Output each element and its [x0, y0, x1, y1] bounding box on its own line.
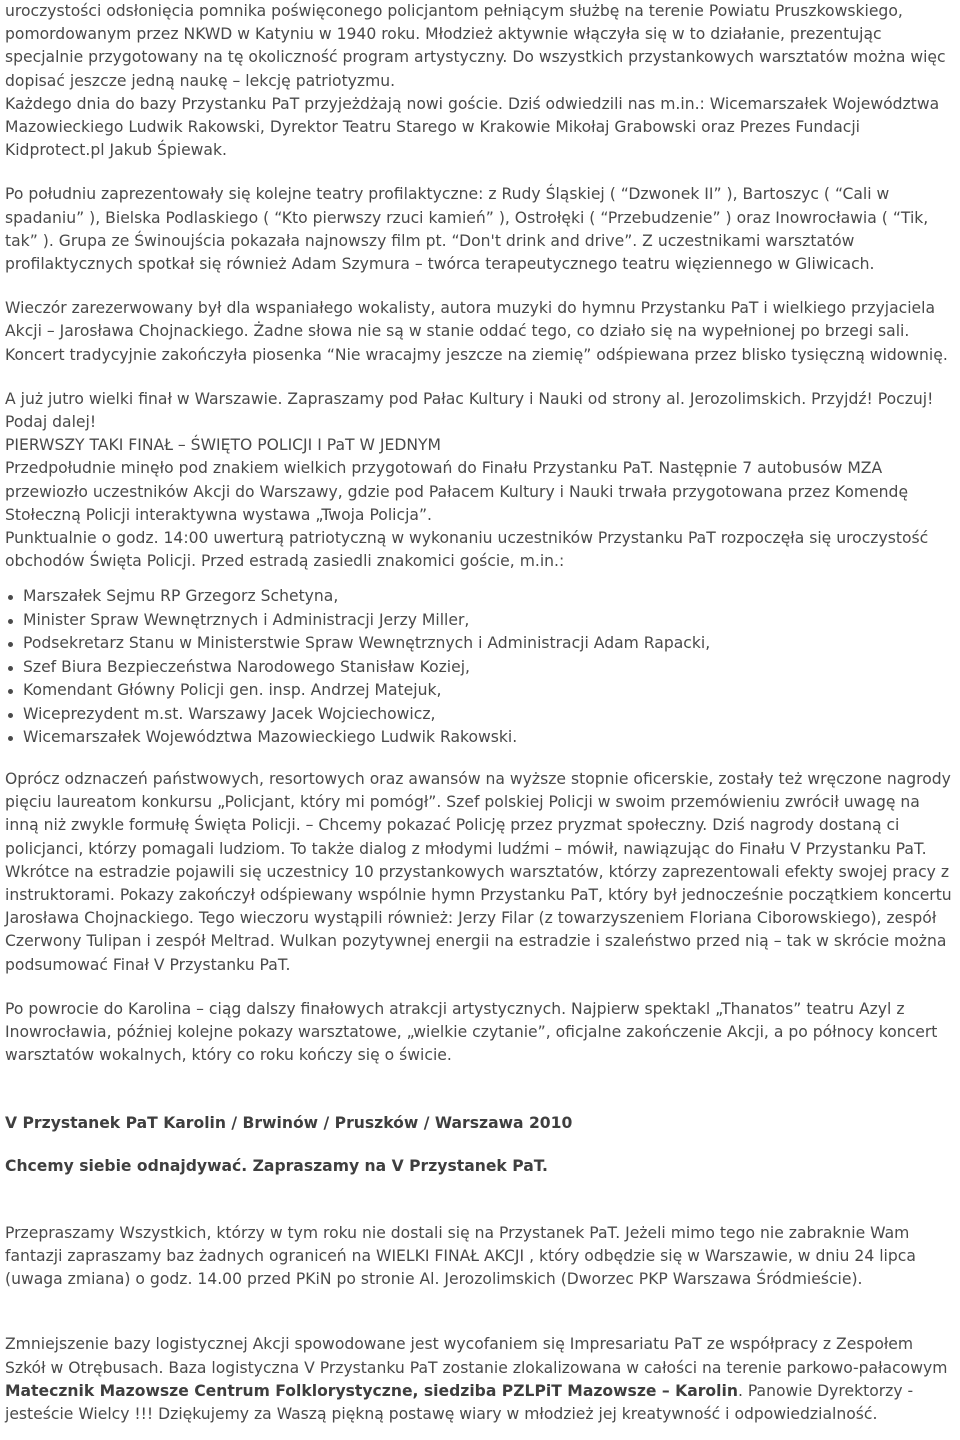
logistics-venue-name: Matecznik Mazowsze Centrum Folklorystyczne, siedziba PZLPiT Mazowsze – Karolin: [5, 1381, 738, 1400]
logistics-text-end: . Panowie Dyrektorzy - jesteście Wielcy !!! Dziękujemy za Waszą piękną postawę wiary w młodzież jej kreatywność i odpowiedzialność.: [5, 1381, 914, 1424]
list-item: Wiceprezydent m.st. Warszawy Jacek Wojciechowicz,: [23, 703, 956, 727]
paragraph-final-preparations: Przedpołudnie minęło pod znakiem wielkich przygotowań do Finału Przystanku PaT. Następnie 7 autobusów MZA przewiozło uczestników Akcji do Warszawy, gdzie pod Pałacem Kultury i Nauki trwała przygotowana przez Komendę Stołeczną Policji interaktywna wystawa „Twoja Policja”.: [5, 459, 909, 524]
heading-invitation: Chcemy siebie odnajdywać. Zapraszamy na V Przystanek PaT.: [5, 1156, 548, 1175]
list-item: Komendant Główny Policji gen. insp. Andrzej Matejuk,: [23, 679, 956, 703]
paragraph-final-invitation: A już jutro wielki finał w Warszawie. Zapraszamy pod Pałac Kultury i Nauki od strony al. Jerozolimskich. Przyjdź! Poczuj! Podaj dalej!: [5, 389, 934, 432]
heading-pat-2010: V Przystanek PaT Karolin / Brwinów / Pruszków / Warszawa 2010: [5, 1114, 573, 1133]
paragraph-logistics-base: [5, 1333, 956, 1426]
paragraph-evening-concert: Wieczór zarezerwowany był dla wspaniałego wokalisty, autora muzyki do hymnu Przystanku PaT i wielkiego przyjaciela Akcji – Jarosława Chojnackiego. Żadne słowa nie są w stanie oddać tego, co działo się na wypełnionej po brzegi sali. Koncert tradycyjnie zakończyła piosenka “Nie wracajmy jeszcze na ziemię” odśpiewana przez blisko tysięczną widownię.: [5, 299, 948, 364]
list-item: Wicemarszałek Województwa Mazowieckiego Ludwik Rakowski.: [23, 726, 956, 750]
paragraph-daily-guests: Każdego dnia do bazy Przystanku PaT przyjeżdżają nowi goście. Dziś odwiedzili nas m.in.: Wicemarszałek Województwa Mazowieckiego Ludwik Rakowski, Dyrektor Teatru Starego w Krakowie Mikołaj Grabowski oraz Prezes Fundacji Kidprotect.pl Jakub Śpiewak.: [5, 94, 940, 160]
list-item: Podsekretarz Stanu w Ministerstwie Spraw Wewnętrznych i Administracji Adam Rapacki,: [23, 632, 956, 656]
paragraph-awards-ceremony: Oprócz odznaczeń państwowych, resortowych oraz awansów na wyższe stopnie oficerskie, zostały też wręczone nagrody pięciu laureatom konkursu „Policjant, który mi pomógł”. Szef polskiej Policji w swoim przemówieniu zwrócił uwagę na inną niż zwykle formułę Święta Policji. – Chcemy pokazać Policję przez pryzmat społeczny. Dziś nagrody dostaną ci policjanci, którzy pomagali ludziom. To także dialog z młodymi ludźmi – mówił, nawiązując do Finału V Przystanku PaT. Wkrótce na estradzie pojawili się uczestnicy 10 przystankowych warsztatów, którzy zaprezentowali efekty swojej pracy z instruktorami. Pokazy zakończył odśpiewany wspólnie hymn Przystanku PaT, który był jednocześnie początkiem koncertu Jarosława Chojnackiego. Tego wieczoru wystąpili również: Jerzy Filar (z towarzyszeniem Floriana Ciborowskiego), zespół Czerwony Tulipan i zespół Meltrad. Wulkan pozytywnej energii na estradzie i szaleństwo przed nią – tak w skrócie można podsumować Finał V Przystanku PaT.: [5, 769, 952, 974]
paragraph-apology-final: Przepraszamy Wszystkich, którzy w tym roku nie dostali się na Przystanek PaT. Jeżeli mimo tego nie zabraknie Wam fantazji zapraszamy baz żadnych ograniceń na WIELKI FINAŁ AKCJI , który odbędzie się w Warszawie, w dniu 24 lipca (uwaga zmiana) o godz. 14.00 przed PKiN po stronie Al. Jerozolimskich (Dworzec PKP Warszawa Śródmieście).: [5, 1223, 916, 1289]
section-title-first-final: PIERWSZY TAKI FINAŁ – ŚWIĘTO POLICJI I PaT W JEDNYM: [5, 436, 441, 455]
paragraph-katyn-monument: uroczystości odsłonięcia pomnika poświęconego policjantom pełniącym służbę na terenie Powiatu Pruszkowskiego, pomordowanym przez NKWD w Katyniu w 1940 roku. Młodzież aktywnie włączyła się w to działanie, prezentując specjalnie przygotowany na tę okoliczność program artystyczny. Do wszystkich przystankowych warsztatów można więc dopisać jeszcze jedną naukę – lekcję patriotyzmu.: [5, 2, 946, 90]
list-item: Marszałek Sejmu RP Grzegorz Schetyna,: [23, 585, 956, 609]
list-item: Szef Biura Bezpieczeństwa Narodowego Stanisław Koziej,: [23, 656, 956, 680]
logistics-text-start: Zmniejszenie bazy logistycznej Akcji spowodowane jest wycofaniem się Impresariatu PaT ze współpracy z Zespołem Szkół w Otrębusach. Baza logistyczna V Przystanku PaT zostanie zlokalizowana w całości na terenie parkowo-pałacowym: [5, 1335, 948, 1377]
guest-list: [5, 585, 956, 750]
paragraph-prevention-theatres: Po południu zaprezentowały się kolejne teatry profilaktyczne: z Rudy Śląskiej ( “Dzwonek II” ), Bartoszyc ( “Cali w spadaniu” ), Bielska Podlaskiego ( “Kto pierwszy rzuci kamień” ), Ostrołęki ( “Przebudzenie” ) oraz Inowrocławia ( “Tik, tak” ). Grupa ze Świnoujścia pokazała najnowszy film pt. “Don't drink and drive”. Z uczestnikami warsztatów profilaktycznych spotkał się również Adam Szymura – twórca terapeutycznego teatru więziennego w Gliwicach.: [5, 185, 929, 274]
paragraph-return-to-karolin: Po powrocie do Karolina – ciąg dalszy finałowych atrakcji artystycznych. Najpierw spektakl „Thanatos” teatru Azyl z Inowrocławia, później kolejne pokazy warsztatowe, „wielkie czytanie”, oficjalne zakończenie Akcji, a po północy koncert warsztatów wokalnych, który co roku kończy się o świcie.: [5, 999, 938, 1065]
paragraph-police-day-start: Punktualnie o godz. 14:00 uwerturą patriotyczną w wykonaniu uczestników Przystanku PaT rozpoczęła się uroczystość obchodów Święta Policji. Przed estradą zasiedli znakomici goście, m.in.:: [5, 529, 929, 571]
list-item: Minister Spraw Wewnętrznych i Administracji Jerzy Miller,: [23, 609, 956, 633]
